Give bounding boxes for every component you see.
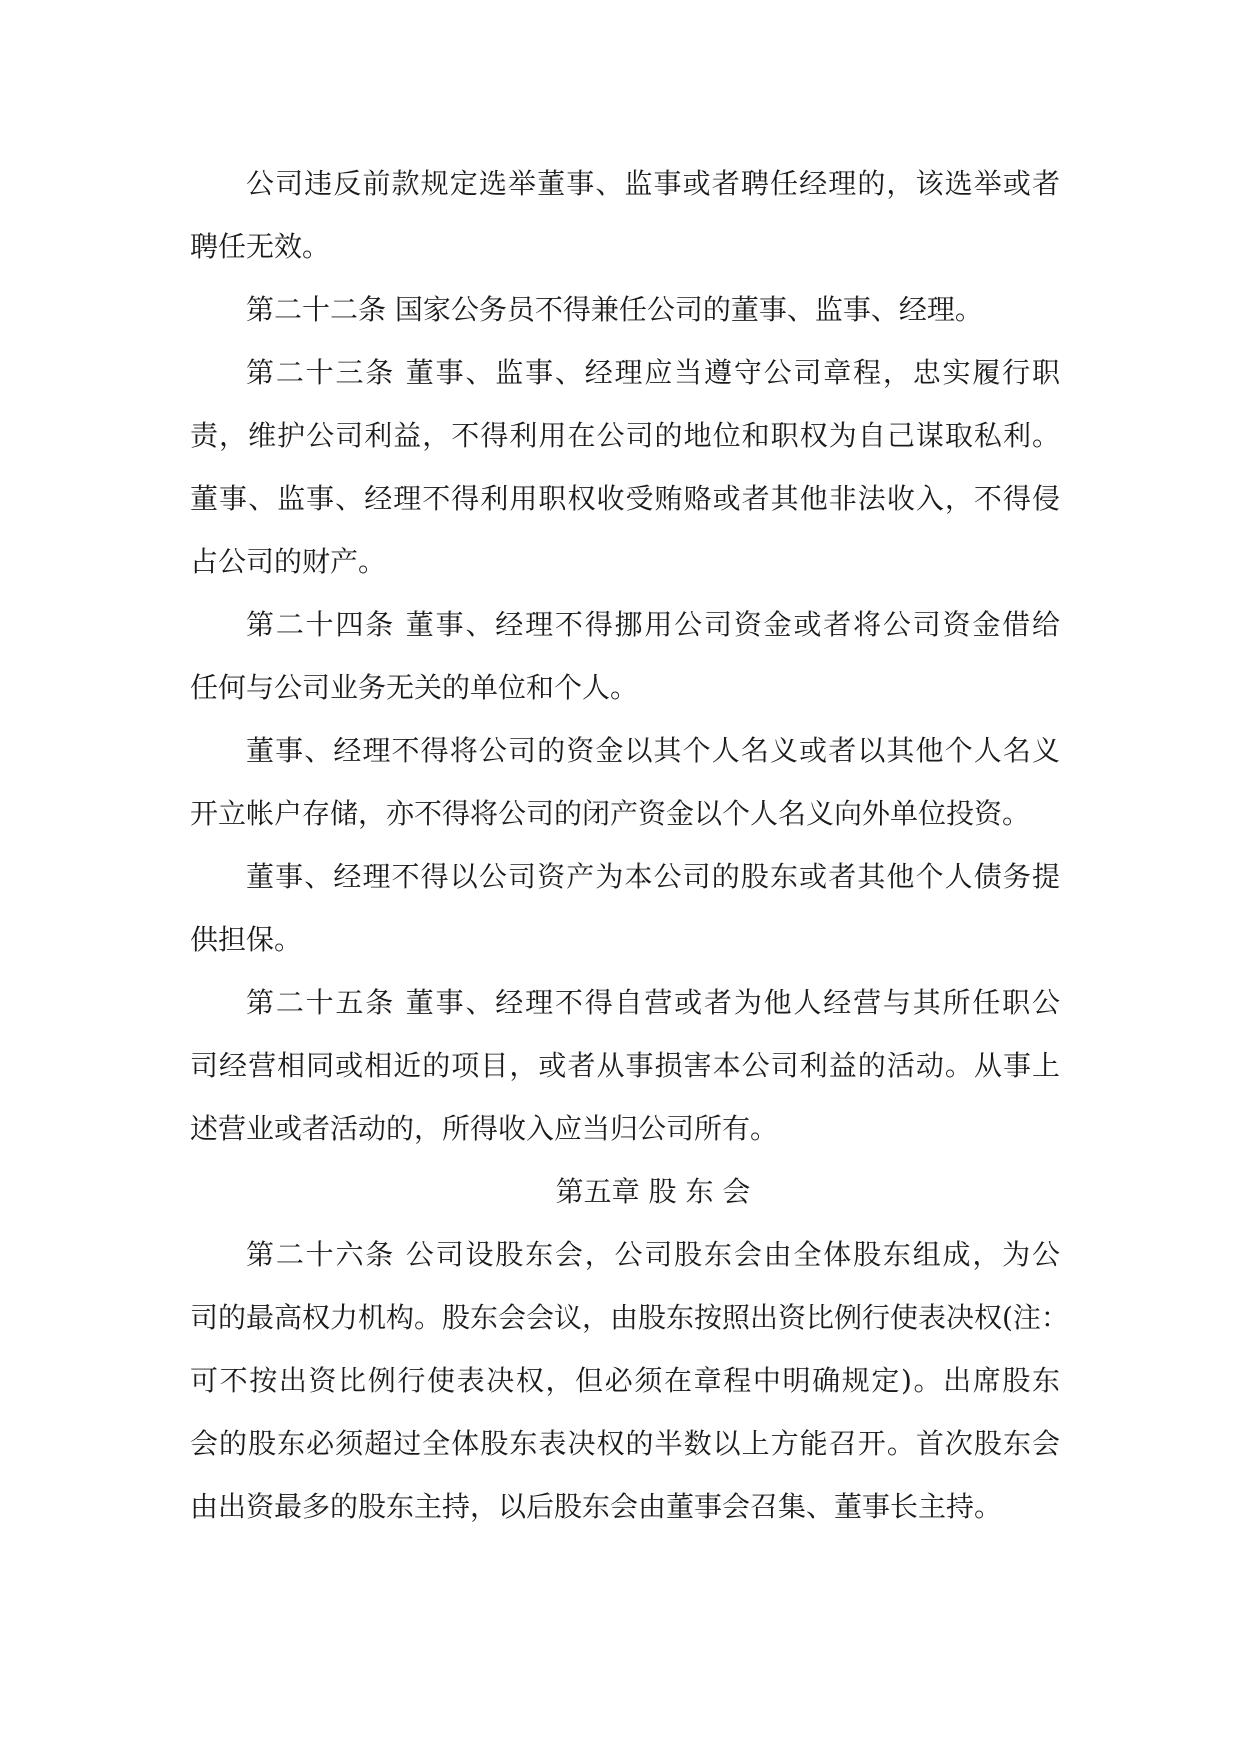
chapter-heading: 第五章 股 东 会 [555,1175,751,1208]
paragraph-line: 责，维护公司利益，不得利用在公司的地位和职权为自己谋取私利。 [190,419,1060,452]
paragraph-line: 可不按出资比例行使表决权，但必须在章程中明确规定)。出席股东 [190,1364,1060,1397]
article-26-line: 第二十六条 公司设股东会，公司股东会由全体股东组成，为公 [246,1238,1060,1271]
article-25-line: 第二十五条 董事、经理不得自营或者为他人经营与其所任职公 [246,986,1060,1019]
paragraph-line: 会的股东必须超过全体股东表决权的半数以上方能召开。首次股东会 [190,1427,1060,1460]
paragraph-line: 供担保。 [190,923,303,956]
paragraph-line: 公司违反前款规定选举董事、监事或者聘任经理的，该选举或者 [246,167,1060,200]
paragraph-line: 占公司的财产。 [190,545,387,578]
paragraph-line: 司经营相同或相近的项目，或者从事损害本公司利益的活动。从事上 [190,1049,1060,1082]
paragraph-line: 述营业或者活动的，所得收入应当归公司所有。 [190,1112,779,1145]
paragraph-line: 开立帐户存储，亦不得将公司的闭产资金以个人名义向外单位投资。 [190,797,1031,830]
document-body [190,152,1069,1538]
paragraph-line: 董事、经理不得将公司的资金以其个人名义或者以其他个人名义 [246,734,1060,767]
paragraph-line: 董事、经理不得以公司资产为本公司的股东或者其他个人债务提 [246,860,1060,893]
article-24-line: 第二十四条 董事、经理不得挪用公司资金或者将公司资金借给 [246,608,1060,641]
paragraph-line: 由出资最多的股东主持，以后股东会由董事会召集、董事长主持。 [190,1490,1003,1523]
article-23-line: 第二十三条 董事、监事、经理应当遵守公司章程，忠实履行职 [246,356,1060,389]
paragraph-line: 任何与公司业务无关的单位和个人。 [190,671,639,704]
paragraph-line: 董事、监事、经理不得利用职权收受贿赂或者其他非法收入，不得侵 [190,482,1060,515]
paragraph-line: 司的最高权力机构。股东会会议，由股东按照出资比例行使表决权(注： [190,1301,1069,1334]
article-22-line: 第二十二条 国家公务员不得兼任公司的董事、监事、经理。 [246,293,983,326]
paragraph-line: 聘任无效。 [190,230,331,263]
